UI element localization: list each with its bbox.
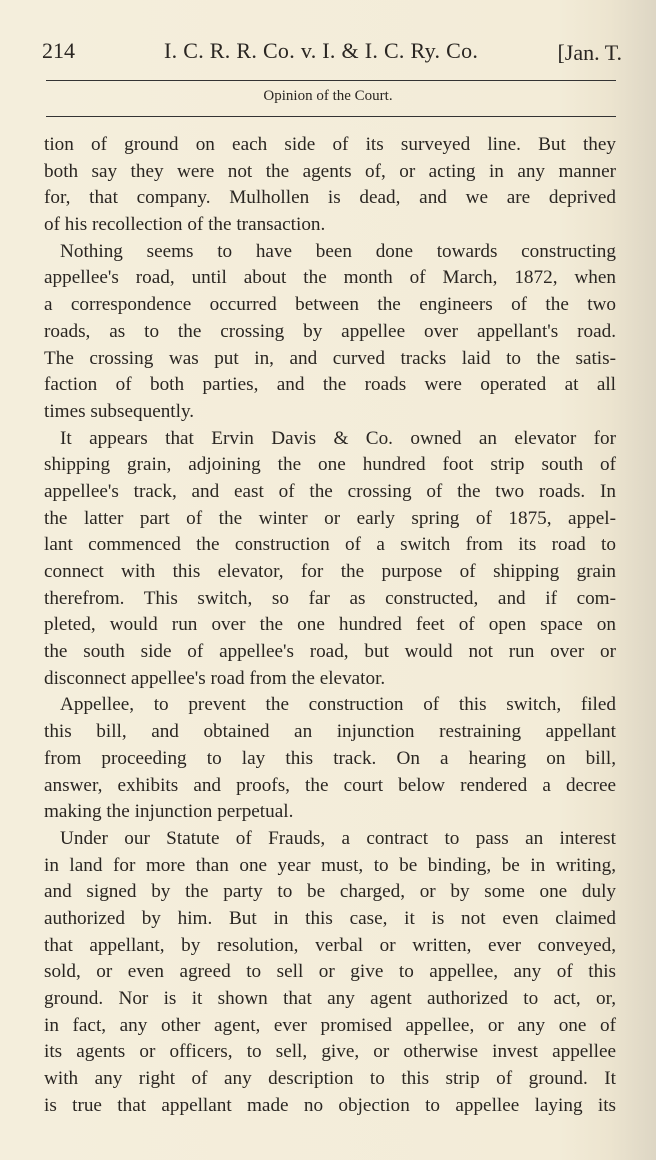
text-line: ground. Nor is it shown that any agent authorized to act, or, [44,988,616,1009]
text-line: both say they were not the agents of, or acting in any manner [44,160,616,182]
text-line: shipping grain, adjoining the one hundred foot strip south of [44,454,616,476]
text-line: authorized by him. But in this case, it is not even claimed [44,907,616,929]
text-line: faction of both parties, and the roads were operated at all [44,374,616,396]
text-line: making the injunction perpetual. [44,801,294,823]
text-line: in fact, any other agent, ever promised appellee, or any one of [44,1014,616,1036]
text-line: from proceeding to lay this track. On a hearing on bill, [44,747,616,769]
text-line: for, that company. Mulhollen is dead, and we are deprived [44,187,616,209]
text-line: answer, exhibits and proofs, the court below rendered a decree [44,774,616,796]
text-line: The crossing was put in, and curved tracks laid to the satis- [44,347,616,369]
text-line: Nothing seems to have been done towards constructing [60,240,616,262]
text-line: in land for more than one year must, to be binding, be in writing, [44,854,616,876]
text-line: a correspondence occurred between the engineers of the two [44,294,616,316]
text-line: times subsequently. [44,400,195,422]
text-line: that appellant, by resolution, verbal or written, ever conveyed, [44,934,616,956]
text-line: is true that appellant made no objection to appellee laying its [44,1094,616,1116]
text-line: It appears that Ervin Davis & Co. owned an elevator for [60,427,616,449]
text-line: the latter part of the winter or early spring of 1875, appel- [44,507,616,529]
text-line: lant commenced the construction of a switch from its road to [44,534,616,556]
text-line: appellee's track, and east of the crossing of the two roads. In [44,480,616,502]
text-line: appellee's road, until about the month of March, 1872, when [44,267,616,289]
text-line: Under our Statute of Frauds, a contract to pass an interest [60,827,616,849]
term-label: [Jan. T. [557,40,622,65]
text-line: and signed by the party to be charged, or by some one duly [44,881,616,903]
header-rule-top [46,80,616,81]
text-line: the south side of appellee's road, but would not run over or [44,641,616,663]
text-line: disconnect appellee's road from the elevator. [44,667,386,689]
text-line: this bill, and obtained an injunction restraining appellant [44,721,616,743]
section-subtitle: Opinion of the Court. [263,88,393,104]
opinion-text [44,132,616,1119]
text-line: tion of ground on each side of its surveyed line. But they [44,134,616,155]
header-rule-bottom [46,116,616,117]
text-line: roads, as to the crossing by appellee over appellant's road. [44,320,616,342]
text-line: connect with this elevator, for the purpose of shipping grain [44,561,616,582]
text-line: pleted, would run over the one hundred feet of open space on [44,614,616,636]
text-line: therefrom. This switch, so far as constructed, and if com- [44,587,616,609]
running-header [42,38,622,68]
page-number: 214 [42,38,75,63]
text-line: Appellee, to prevent the construction of this switch, filed [60,694,616,716]
text-line: sold, or even agreed to sell or give to appellee, any of this [44,961,616,983]
text-line: of his recollection of the transaction. [44,214,326,236]
text-line: its agents or officers, to sell, give, or otherwise invest appellee [44,1041,616,1063]
text-line: with any right of any description to this strip of ground. It [44,1068,616,1090]
case-title: I. C. R. R. Co. v. I. & I. C. Ry. Co. [164,38,479,63]
